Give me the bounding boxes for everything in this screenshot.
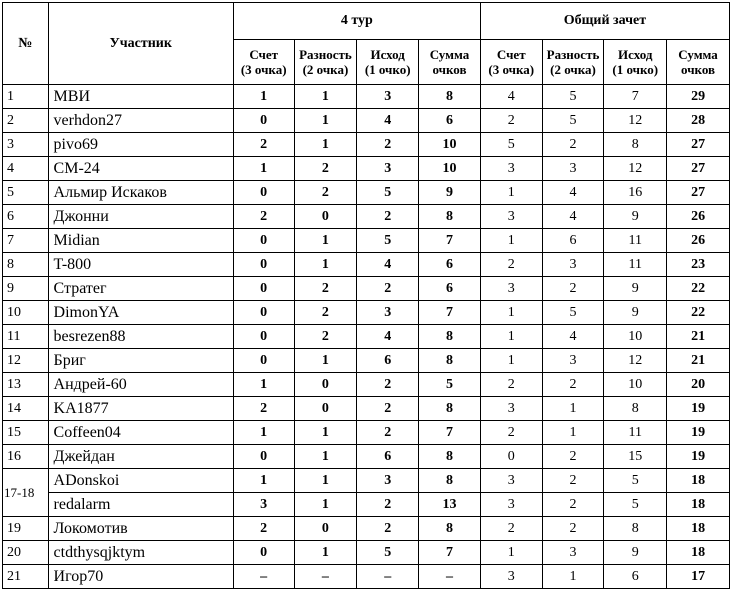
cell-overall-score: 3 <box>480 493 542 517</box>
cell-rank: 15 <box>3 421 49 445</box>
cell-rank: 7 <box>3 229 49 253</box>
cell-overall-outcome: 11 <box>604 253 667 277</box>
cell-round-score: 2 <box>233 517 294 541</box>
cell-overall-diff: 3 <box>542 349 604 373</box>
col-header-round-sum <box>419 40 481 85</box>
cell-round-sum: 8 <box>419 205 481 229</box>
cell-round-outcome: – <box>357 565 419 589</box>
cell-round-diff: 1 <box>294 253 357 277</box>
cell-rank: 4 <box>3 157 49 181</box>
cell-overall-sum: 22 <box>667 277 730 301</box>
cell-round-outcome: 4 <box>357 253 419 277</box>
cell-overall-sum: 21 <box>667 325 730 349</box>
col-header-label: Сумма <box>429 47 470 62</box>
cell-rank: 9 <box>3 277 49 301</box>
cell-rank: 2 <box>3 109 49 133</box>
cell-overall-sum: 28 <box>667 109 730 133</box>
cell-overall-outcome: 5 <box>604 469 667 493</box>
cell-overall-score: 1 <box>480 541 542 565</box>
cell-participant: Джейдан <box>48 445 233 469</box>
cell-participant: Андрей-60 <box>48 373 233 397</box>
cell-round-sum: 8 <box>419 349 481 373</box>
cell-participant: KA1877 <box>48 397 233 421</box>
cell-participant: CM-24 <box>48 157 233 181</box>
cell-rank: 20 <box>3 541 49 565</box>
cell-rank: 12 <box>3 349 49 373</box>
col-header-label: Сумма <box>678 47 718 62</box>
col-header-label: Счет <box>496 47 526 62</box>
cell-round-score: 2 <box>233 397 294 421</box>
cell-overall-score: 2 <box>480 109 542 133</box>
cell-round-sum: 5 <box>419 373 481 397</box>
col-header-round-outcome <box>357 40 419 85</box>
cell-overall-score: 1 <box>480 325 542 349</box>
cell-participant: redalarm <box>48 493 233 517</box>
cell-round-diff: 2 <box>294 181 357 205</box>
cell-overall-diff: 4 <box>542 325 604 349</box>
col-header-label: Счет <box>249 47 279 62</box>
cell-overall-sum: 20 <box>667 373 730 397</box>
cell-overall-outcome: 9 <box>604 277 667 301</box>
cell-round-diff: 2 <box>294 325 357 349</box>
cell-round-score: 0 <box>233 349 294 373</box>
cell-overall-diff: 2 <box>542 133 604 157</box>
cell-round-diff: – <box>294 565 357 589</box>
cell-round-outcome: 5 <box>357 181 419 205</box>
cell-round-outcome: 6 <box>357 445 419 469</box>
cell-overall-sum: 18 <box>667 517 730 541</box>
standings-table <box>2 2 730 589</box>
cell-overall-outcome: 11 <box>604 229 667 253</box>
cell-rank: 17-18 <box>3 469 49 517</box>
cell-round-sum: – <box>419 565 481 589</box>
cell-participant: Midian <box>48 229 233 253</box>
cell-round-score: 1 <box>233 469 294 493</box>
cell-rank: 6 <box>3 205 49 229</box>
cell-overall-sum: 29 <box>667 85 730 109</box>
cell-round-outcome: 3 <box>357 469 419 493</box>
cell-participant: besrezen88 <box>48 325 233 349</box>
table-row <box>3 325 730 349</box>
cell-overall-diff: 2 <box>542 517 604 541</box>
cell-participant: T-800 <box>48 253 233 277</box>
cell-overall-outcome: 6 <box>604 565 667 589</box>
cell-round-diff: 2 <box>294 277 357 301</box>
cell-round-diff: 1 <box>294 445 357 469</box>
cell-participant: pivo69 <box>48 133 233 157</box>
cell-round-diff: 1 <box>294 85 357 109</box>
cell-overall-outcome: 9 <box>604 541 667 565</box>
cell-overall-diff: 2 <box>542 277 604 301</box>
cell-round-sum: 7 <box>419 421 481 445</box>
cell-round-outcome: 2 <box>357 493 419 517</box>
cell-round-score: 1 <box>233 157 294 181</box>
cell-participant: МВИ <box>48 85 233 109</box>
cell-overall-diff: 6 <box>542 229 604 253</box>
cell-overall-outcome: 5 <box>604 493 667 517</box>
cell-overall-diff: 4 <box>542 181 604 205</box>
cell-rank: 8 <box>3 253 49 277</box>
cell-round-diff: 0 <box>294 373 357 397</box>
cell-round-sum: 8 <box>419 397 481 421</box>
cell-round-sum: 10 <box>419 157 481 181</box>
cell-round-score: – <box>233 565 294 589</box>
table-row <box>3 229 730 253</box>
cell-round-score: 2 <box>233 205 294 229</box>
cell-round-diff: 2 <box>294 301 357 325</box>
col-header-label: Исход <box>618 47 653 62</box>
cell-overall-sum: 17 <box>667 565 730 589</box>
col-header-num: № <box>3 3 49 85</box>
cell-overall-score: 3 <box>480 277 542 301</box>
cell-round-score: 1 <box>233 373 294 397</box>
cell-participant: Локомотив <box>48 517 233 541</box>
cell-round-score: 2 <box>233 133 294 157</box>
cell-overall-outcome: 8 <box>604 133 667 157</box>
cell-overall-score: 2 <box>480 421 542 445</box>
cell-overall-sum: 19 <box>667 397 730 421</box>
cell-overall-diff: 2 <box>542 493 604 517</box>
cell-overall-score: 2 <box>480 517 542 541</box>
cell-participant: Альмир Искаков <box>48 181 233 205</box>
cell-participant: Игор70 <box>48 565 233 589</box>
cell-overall-outcome: 7 <box>604 85 667 109</box>
col-header-sublabel: очков <box>681 62 716 77</box>
cell-round-score: 0 <box>233 109 294 133</box>
col-header-overall-diff <box>542 40 604 85</box>
cell-round-diff: 1 <box>294 421 357 445</box>
table-row <box>3 301 730 325</box>
cell-participant: Coffeen04 <box>48 421 233 445</box>
cell-round-outcome: 2 <box>357 517 419 541</box>
col-header-sublabel: (3 очка) <box>488 62 535 77</box>
cell-overall-score: 3 <box>480 397 542 421</box>
cell-rank: 11 <box>3 325 49 349</box>
cell-overall-score: 3 <box>480 205 542 229</box>
cell-round-diff: 2 <box>294 157 357 181</box>
table-row <box>3 85 730 109</box>
group-header-round: 4 тур <box>233 3 480 40</box>
cell-round-sum: 6 <box>419 277 481 301</box>
table-row <box>3 133 730 157</box>
cell-overall-score: 2 <box>480 253 542 277</box>
table-row <box>3 493 730 517</box>
cell-round-outcome: 4 <box>357 325 419 349</box>
cell-overall-diff: 3 <box>542 157 604 181</box>
cell-participant: ADonskoi <box>48 469 233 493</box>
col-header-sublabel: (1 очко) <box>364 62 411 77</box>
cell-rank: 3 <box>3 133 49 157</box>
cell-round-outcome: 2 <box>357 373 419 397</box>
cell-round-diff: 1 <box>294 229 357 253</box>
cell-round-diff: 1 <box>294 541 357 565</box>
table-row <box>3 421 730 445</box>
cell-round-diff: 0 <box>294 397 357 421</box>
table-row <box>3 373 730 397</box>
cell-overall-diff: 3 <box>542 253 604 277</box>
cell-overall-outcome: 12 <box>604 109 667 133</box>
cell-round-outcome: 2 <box>357 133 419 157</box>
cell-round-score: 0 <box>233 181 294 205</box>
cell-round-outcome: 3 <box>357 301 419 325</box>
table-row <box>3 157 730 181</box>
cell-rank: 13 <box>3 373 49 397</box>
cell-overall-score: 3 <box>480 469 542 493</box>
table-row <box>3 253 730 277</box>
cell-round-sum: 8 <box>419 325 481 349</box>
cell-round-diff: 1 <box>294 349 357 373</box>
cell-round-sum: 7 <box>419 541 481 565</box>
cell-participant: Джонни <box>48 205 233 229</box>
col-header-round-score <box>233 40 294 85</box>
table-row <box>3 277 730 301</box>
cell-rank: 21 <box>3 565 49 589</box>
cell-round-sum: 7 <box>419 301 481 325</box>
col-header-sublabel: (2 очка) <box>302 62 349 77</box>
cell-participant: Бриг <box>48 349 233 373</box>
cell-round-outcome: 4 <box>357 109 419 133</box>
cell-rank: 14 <box>3 397 49 421</box>
cell-overall-sum: 26 <box>667 229 730 253</box>
cell-overall-sum: 23 <box>667 253 730 277</box>
cell-round-score: 0 <box>233 301 294 325</box>
cell-round-score: 0 <box>233 325 294 349</box>
cell-round-outcome: 2 <box>357 397 419 421</box>
table-row <box>3 181 730 205</box>
col-header-round-diff <box>294 40 357 85</box>
cell-rank: 10 <box>3 301 49 325</box>
cell-overall-outcome: 9 <box>604 205 667 229</box>
cell-overall-sum: 27 <box>667 181 730 205</box>
cell-round-outcome: 3 <box>357 157 419 181</box>
cell-round-score: 1 <box>233 85 294 109</box>
cell-participant: ctdthysqjktym <box>48 541 233 565</box>
table-header <box>3 3 730 85</box>
cell-round-outcome: 5 <box>357 229 419 253</box>
cell-participant: Стратег <box>48 277 233 301</box>
cell-round-score: 0 <box>233 277 294 301</box>
cell-overall-sum: 18 <box>667 541 730 565</box>
cell-overall-diff: 2 <box>542 469 604 493</box>
cell-round-outcome: 5 <box>357 541 419 565</box>
cell-overall-outcome: 9 <box>604 301 667 325</box>
cell-participant: verhdon27 <box>48 109 233 133</box>
cell-overall-score: 3 <box>480 157 542 181</box>
cell-round-diff: 1 <box>294 469 357 493</box>
col-header-overall-sum <box>667 40 730 85</box>
cell-round-sum: 13 <box>419 493 481 517</box>
table-row <box>3 205 730 229</box>
cell-round-sum: 6 <box>419 253 481 277</box>
col-header-label: Исход <box>370 47 405 62</box>
cell-overall-diff: 2 <box>542 373 604 397</box>
cell-overall-diff: 1 <box>542 397 604 421</box>
cell-rank: 5 <box>3 181 49 205</box>
cell-round-score: 3 <box>233 493 294 517</box>
cell-rank: 16 <box>3 445 49 469</box>
table-row <box>3 469 730 493</box>
cell-round-outcome: 2 <box>357 205 419 229</box>
table-row <box>3 541 730 565</box>
cell-round-score: 0 <box>233 445 294 469</box>
cell-round-diff: 1 <box>294 133 357 157</box>
cell-overall-outcome: 8 <box>604 517 667 541</box>
cell-overall-score: 1 <box>480 181 542 205</box>
cell-overall-outcome: 15 <box>604 445 667 469</box>
group-header-overall: Общий зачет <box>480 3 729 40</box>
cell-overall-score: 5 <box>480 133 542 157</box>
cell-round-outcome: 2 <box>357 421 419 445</box>
cell-overall-sum: 19 <box>667 445 730 469</box>
cell-overall-diff: 5 <box>542 109 604 133</box>
cell-overall-outcome: 10 <box>604 325 667 349</box>
cell-overall-score: 1 <box>480 301 542 325</box>
cell-overall-score: 3 <box>480 565 542 589</box>
cell-overall-score: 4 <box>480 85 542 109</box>
cell-round-sum: 8 <box>419 85 481 109</box>
cell-overall-sum: 19 <box>667 421 730 445</box>
cell-overall-sum: 21 <box>667 349 730 373</box>
col-header-sublabel: (1 очко) <box>612 62 659 77</box>
col-header-sublabel: (3 очка) <box>240 62 287 77</box>
col-header-label: Разность <box>299 47 352 62</box>
cell-overall-score: 1 <box>480 349 542 373</box>
cell-overall-outcome: 10 <box>604 373 667 397</box>
cell-overall-diff: 2 <box>542 445 604 469</box>
cell-overall-outcome: 12 <box>604 349 667 373</box>
cell-overall-sum: 18 <box>667 469 730 493</box>
cell-overall-outcome: 12 <box>604 157 667 181</box>
col-header-overall-outcome <box>604 40 667 85</box>
cell-overall-outcome: 16 <box>604 181 667 205</box>
cell-overall-sum: 22 <box>667 301 730 325</box>
cell-rank: 1 <box>3 85 49 109</box>
table-body <box>3 85 730 589</box>
cell-round-sum: 8 <box>419 445 481 469</box>
cell-round-sum: 7 <box>419 229 481 253</box>
table-row <box>3 517 730 541</box>
cell-rank: 19 <box>3 517 49 541</box>
table-row <box>3 349 730 373</box>
col-header-participant: Участник <box>48 3 233 85</box>
cell-overall-diff: 3 <box>542 541 604 565</box>
cell-round-outcome: 2 <box>357 277 419 301</box>
col-header-label: Разность <box>546 47 600 62</box>
cell-overall-score: 1 <box>480 229 542 253</box>
col-header-sublabel: очков <box>432 62 467 77</box>
cell-overall-diff: 5 <box>542 301 604 325</box>
cell-round-diff: 0 <box>294 205 357 229</box>
cell-overall-sum: 27 <box>667 133 730 157</box>
cell-overall-sum: 26 <box>667 205 730 229</box>
table-row <box>3 445 730 469</box>
cell-overall-score: 0 <box>480 445 542 469</box>
cell-round-sum: 8 <box>419 469 481 493</box>
cell-round-outcome: 3 <box>357 85 419 109</box>
cell-participant: DimonYA <box>48 301 233 325</box>
cell-round-sum: 10 <box>419 133 481 157</box>
cell-overall-outcome: 8 <box>604 397 667 421</box>
col-header-overall-score <box>480 40 542 85</box>
table-row <box>3 109 730 133</box>
cell-round-score: 0 <box>233 253 294 277</box>
cell-overall-diff: 4 <box>542 205 604 229</box>
cell-overall-sum: 18 <box>667 493 730 517</box>
cell-overall-diff: 5 <box>542 85 604 109</box>
cell-round-sum: 8 <box>419 517 481 541</box>
cell-round-diff: 0 <box>294 517 357 541</box>
cell-round-outcome: 6 <box>357 349 419 373</box>
cell-overall-diff: 1 <box>542 421 604 445</box>
cell-overall-score: 2 <box>480 373 542 397</box>
cell-round-score: 1 <box>233 421 294 445</box>
cell-overall-sum: 27 <box>667 157 730 181</box>
cell-round-score: 0 <box>233 229 294 253</box>
cell-round-score: 0 <box>233 541 294 565</box>
cell-round-diff: 1 <box>294 109 357 133</box>
table-row <box>3 397 730 421</box>
cell-overall-outcome: 11 <box>604 421 667 445</box>
cell-round-sum: 9 <box>419 181 481 205</box>
cell-round-sum: 6 <box>419 109 481 133</box>
cell-overall-diff: 1 <box>542 565 604 589</box>
col-header-sublabel: (2 очка) <box>550 62 596 77</box>
cell-round-diff: 1 <box>294 493 357 517</box>
